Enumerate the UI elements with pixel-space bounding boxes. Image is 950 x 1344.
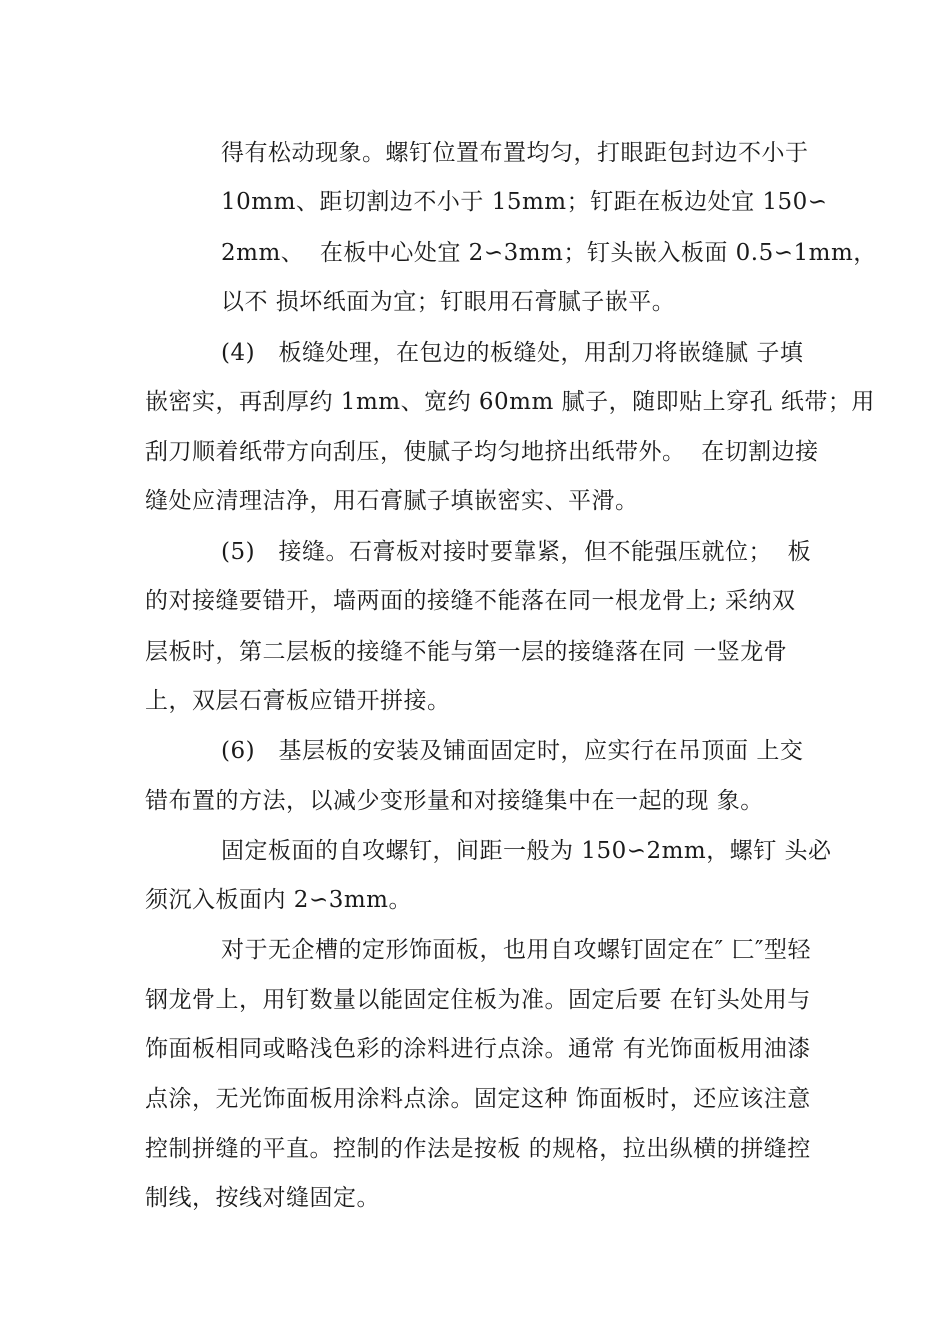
text-line: 错布置的方法，以减少变形量和对接缝集中在一起的现 象。 <box>145 788 764 814</box>
text-line: 控制拼缝的平直。控制的作法是按板 的规格，拉出纵横的拼缝控 <box>145 1136 811 1162</box>
text-line: (5) 接缝。石膏板对接时要靠紧，但不能强压就位； 板 <box>221 539 812 565</box>
text-line: 的对接缝要错开，墙两面的接缝不能落在同一根龙骨上; 采纳双 <box>145 588 796 614</box>
text-line: 固定板面的自攻螺钉，间距一般为 150∽2mm，螺钉 头必 <box>221 838 832 864</box>
text-line: 得有松动现象。螺钉位置布置均匀，打眼距包封边不小于 <box>221 140 809 166</box>
text-line: 缝处应清理洁净，用石膏腻子填嵌密实、平滑。 <box>145 488 639 514</box>
text-line: 制线，按线对缝固定。 <box>145 1185 380 1211</box>
text-line: 钢龙骨上，用钉数量以能固定住板为准。固定后要 在钉头处用与 <box>145 987 811 1013</box>
text-line: 上，双层石膏板应错开拼接。 <box>145 688 451 714</box>
text-line: 对于无企槽的定形饰面板，也用自攻螺钉固定在″ 匚″型轻 <box>221 937 811 963</box>
text-line: 饰面板相同或略浅色彩的涂料进行点涂。通常 有光饰面板用油漆 <box>145 1036 811 1062</box>
text-line: 层板时，第二层板的接缝不能与第一层的接缝落在同 一竖龙骨 <box>145 639 788 665</box>
text-line: (4) 板缝处理，在包边的板缝处，用刮刀将嵌缝腻 子填 <box>221 340 804 366</box>
text-line: 须沉入板面内 2∽3mm。 <box>145 887 412 913</box>
text-line: 点涂，无光饰面板用涂料点涂。固定这种 饰面板时，还应该注意 <box>145 1086 811 1112</box>
text-line: 2mm、 在板中心处宜 2∽3mm；钉头嵌入板面 0.5∽1mm， <box>221 240 877 266</box>
text-line: (6) 基层板的安装及铺面固定时，应实行在吊顶面 上交 <box>221 738 804 764</box>
text-line: 以不 损坏纸面为宜；钉眼用石膏腻子嵌平。 <box>221 289 676 315</box>
text-line: 刮刀顺着纸带方向刮压，使腻子均匀地挤出纸带外。 在切割边接 <box>145 439 819 465</box>
text-line: 10mm、距切割边不小于 15mm；钉距在板边处宜 150∽ <box>221 189 828 215</box>
text-line: 嵌密实，再刮厚约 1mm、宽约 60mm 腻子，随即贴上穿孔 纸带；用 <box>145 389 875 415</box>
